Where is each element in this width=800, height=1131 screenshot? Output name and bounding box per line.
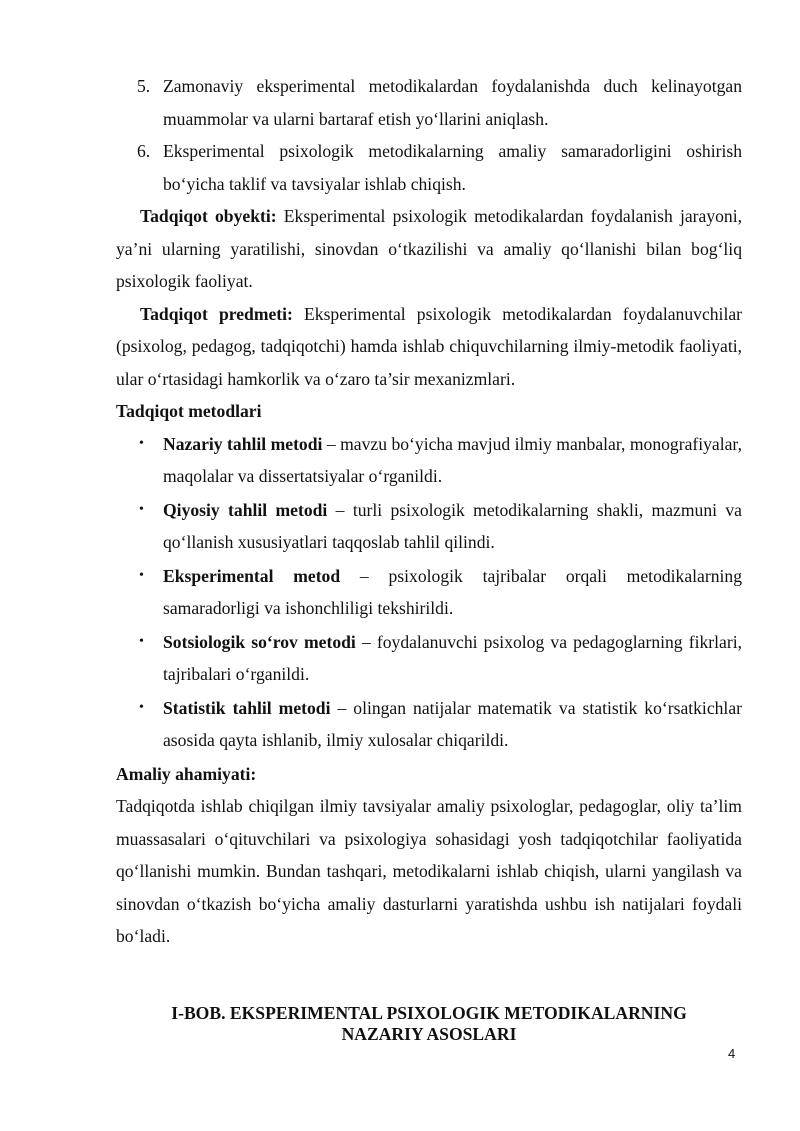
bullet-icon: • <box>139 633 144 649</box>
bullet-icon: • <box>139 699 144 715</box>
practical-paragraph: Tadqiqotda ishlab chiqilgan ilmiy tavsiyalar amaliy psixologlar, pedagoglar, oliy ta’lim muassasalari o‘qituvchilari va psixologiya sohasidagi yosh tadqiqotchilar faoliyatida qo‘llanishi mumkin. Bundan tashqari, metodikalarni ishlab chiqish, ularni yangilash va sinovdan o‘tkazish bo‘yicha amaliy dasturlarni yaratishda ushbu ish natijalari foydali bo‘ladi. <box>116 796 742 946</box>
method-text: – foydalanuvchi psixolog va pedagoglarning fikrlari, tajribalari o‘rganildi. <box>163 631 742 684</box>
research-subject-text: Eksperimental psixologik metodikalardan foydalanuvchilar (psixolog, pedagog, tadqiqotchi) hamda ishlab chiquvchilarning ilmiy-metodik faoliyati, ular o‘rtasidagi hamkorlik va o‘zaro ta’sir mexanizmlari. <box>116 303 742 389</box>
bullet-icon: • <box>139 567 144 583</box>
method-name: Statistik tahlil metodi <box>163 697 331 718</box>
method-item <box>116 494 742 559</box>
bullet-icon: • <box>139 501 144 517</box>
method-item <box>116 626 742 691</box>
method-name: Nazariy tahlil metodi <box>163 433 323 454</box>
item-text: Zamonaviy eksperimental metodikalardan foydalanishda duch kelinayotgan muammolar va ularni bartaraf etish yo‘llarini aniqlash. <box>163 76 742 129</box>
method-name: Sotsiologik so‘rov metodi <box>163 631 356 652</box>
bullet-icon: • <box>139 435 144 451</box>
method-text: – olingan natijalar matematik va statistik ko‘rsatkichlar asosida qayta ishlanib, ilmiy xulosalar chiqarildi. <box>163 697 742 750</box>
chapter-title <box>116 1003 742 1045</box>
item-number: 5. <box>137 76 151 96</box>
research-object-paragraph <box>116 200 742 298</box>
document-body <box>116 70 742 953</box>
method-item <box>116 428 742 493</box>
method-text: – psixologik tajribalar orqali metodikalarning samaradorligi va ishonchliligi tekshirildi. <box>163 565 742 618</box>
practical-heading: Amaliy ahamiyati: <box>116 763 257 784</box>
numbered-item-5 <box>116 70 742 135</box>
chapter-title-line-2: NAZARIY ASOSLARI <box>341 1024 517 1044</box>
item-number: 6. <box>137 141 151 161</box>
method-text: – turli psixologik metodikalarning shakli, mazmuni va qo‘llanish xususiyatlari taqqoslab tahlil qilindi. <box>163 499 742 552</box>
method-item <box>116 560 742 625</box>
method-item <box>116 692 742 757</box>
research-subject-paragraph <box>116 298 742 396</box>
page-number: 4 <box>728 1046 736 1061</box>
chapter-title-line-1: I-BOB. EKSPERIMENTAL PSIXOLOGIK METODIKALARNING <box>171 1003 687 1023</box>
research-object-label: Tadqiqot obyekti: <box>140 206 277 226</box>
numbered-item-6 <box>116 135 742 200</box>
method-name: Eksperimental metod <box>163 565 341 586</box>
method-text: – mavzu bo‘yicha mavjud ilmiy manbalar, monografiyalar, maqolalar va dissertatsiyalar o‘rganildi. <box>163 433 742 486</box>
research-object-text: Eksperimental psixologik metodikalardan foydalanish jarayoni, ya’ni ularning yaratilishi, sinovdan o‘tkazilishi va amaliy qo‘llanishi bilan bog‘liq psixologik faoliyat. <box>116 206 742 291</box>
methods-heading: Tadqiqot metodlari <box>116 401 262 421</box>
item-text: Eksperimental psixologik metodikalarning amaliy samaradorligini oshirish bo‘yicha taklif va tavsiyalar ishlab chiqish. <box>163 141 742 194</box>
method-name: Qiyosiy tahlil metodi <box>163 499 328 520</box>
research-subject-label: Tadqiqot predmeti: <box>140 303 293 324</box>
